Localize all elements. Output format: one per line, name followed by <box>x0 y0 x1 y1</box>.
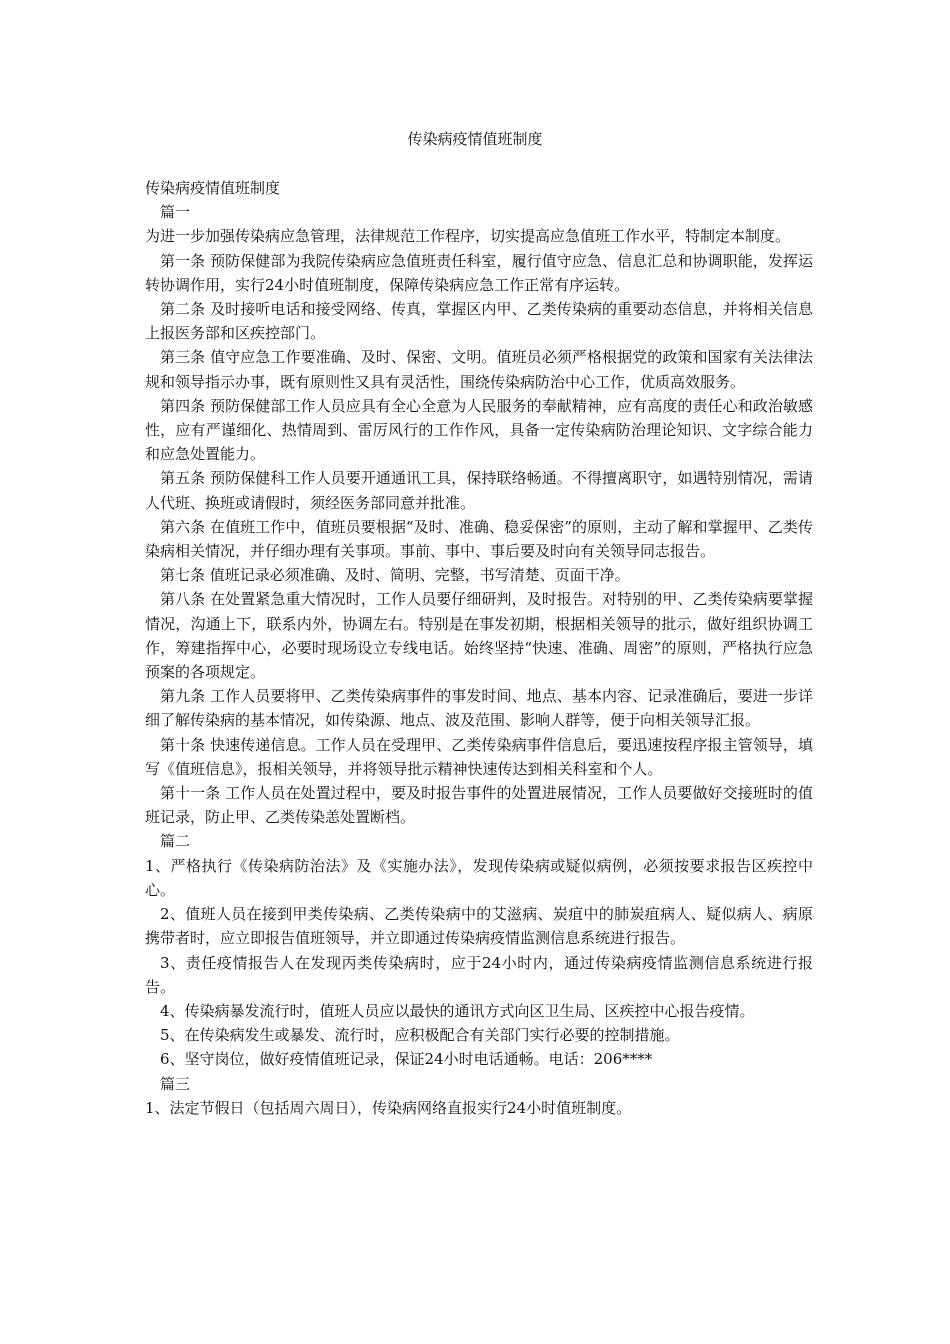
paragraph: 传染病疫情值班制度 <box>145 179 281 197</box>
paragraph: 6、坚守岗位，做好疫情值班记录，保证24小时电话通畅。电话：206**** <box>160 1050 653 1069</box>
paragraph: 第八条 在处置紧急重大情况时，工作人员要仔细研判，及时报告。对特别的甲、乙类传染病要掌握情况，沟通上下，联系内外，协调左右。特别是在事发初期，根据相关领导的批示，做好组织协调工作，筹建指挥中心，必要时现场设立专线电话。始终坚持“快速、准确、周密”的原则，严格执行应急预案的各项规定。 <box>145 590 813 682</box>
paragraph: 第二条 及时接听电话和接受网络、传真，掌握区内甲、乙类传染病的重要动态信息，并将相关信息上报医务部和区疾控部门。 <box>145 300 813 343</box>
paragraph: 4、传染病暴发流行时，值班人员应以最快的通讯方式向区卫生局、区疾控中心报告疫情。 <box>160 1001 755 1020</box>
paragraph: 3、责任疫情报告人在发现丙类传染病时，应于24小时内，通过传染病疫情监测信息系统进行报告。 <box>145 953 813 996</box>
paragraph: 第九条 工作人员要将甲、乙类传染病事件的事发时间、地点、基本内容、记录准确后，要进一步详细了解传染病的基本情况，如传染源、地点、波及范围、影响人群等，便于向相关领导汇报。 <box>145 687 813 730</box>
paragraph: 第六条 在值班工作中，值班员要根据“及时、准确、稳妥保密”的原则，主动了解和掌握甲、乙类传染病相关情况，并仔细办理有关事项。事前、事中、事后要及时向有关领导同志报告。 <box>145 517 813 561</box>
paragraph: 第十一条 工作人员在处置过程中，要及时报告事件的处置进展情况，工作人员要做好交接班时的值班记录，防止甲、乙类传染恙处置断档。 <box>145 784 813 827</box>
paragraph: 第一条 预防保健部为我院传染病应急值班责任科室，履行值守应急、信息汇总和协调职能，发挥运转协调作用，实行24小时值班制度，保障传染病应急工作正常有序运转。 <box>145 251 813 294</box>
paragraph: 篇三 <box>160 1074 191 1093</box>
paragraph: 2、值班人员在接到甲类传染病、乙类传染病中的艾滋病、炭疽中的肺炭疽病人、疑似病人、病原携带者时，应立即报告值班领导，并立即通过传染病疫情监测信息系统进行报告。 <box>145 905 813 948</box>
paragraph: 篇一 <box>160 203 191 222</box>
paragraph: 第十条 快速传递信息。工作人员在受理甲、乙类传染病事件信息后，要迅速按程序报主管领导，填写《值班信息》，报相关领导，并将领导批示精神快速传达到相关科室和个人。 <box>145 735 813 778</box>
paragraph: 篇二 <box>160 832 191 851</box>
paragraph: 第五条 预防保健科工作人员要开通通讯工具，保持联络畅通。不得擅离职守，如遇特别情况，需请人代班、换班或请假时，须经医务部同意并批准。 <box>145 469 813 512</box>
paragraph: 第七条 值班记录必须准确、及时、简明、完整，书写清楚、页面干净。 <box>160 566 630 585</box>
paragraph: 1、严格执行《传染病防治法》及《实施办法》，发现传染病或疑似病例，必须按要求报告区疾控中心。 <box>145 856 813 899</box>
paragraph: 1、法定节假日（包括周六周日），传染病网络直报实行24小时值班制度。 <box>145 1098 632 1117</box>
paragraph: 为进一步加强传染病应急管理，法律规范工作程序，切实提高应急值班工作水平，特制定本制度。 <box>145 227 791 246</box>
paragraph: 第三条 值守应急工作要准确、及时、保密、文明。值班员必须严格根据党的政策和国家有关法律法规和领导指示办事，既有原则性又具有灵活性，围绕传染病防治中心工作，优质高效服务。 <box>145 348 813 391</box>
document-title: 传染病疫情值班制度 <box>407 130 543 148</box>
paragraph: 第四条 预防保健部工作人员应具有全心全意为人民服务的奉献精神，应有高度的责任心和政治敏感性，应有严谨细化、热情周到、雷厉风行的工作作风，具备一定传染病防治理论知识、文字综合能力和应急处置能力。 <box>145 396 813 464</box>
document-body <box>145 176 813 1120</box>
paragraph: 5、在传染病发生或暴发、流行时，应积极配合有关部门实行必要的控制措施。 <box>160 1026 680 1045</box>
